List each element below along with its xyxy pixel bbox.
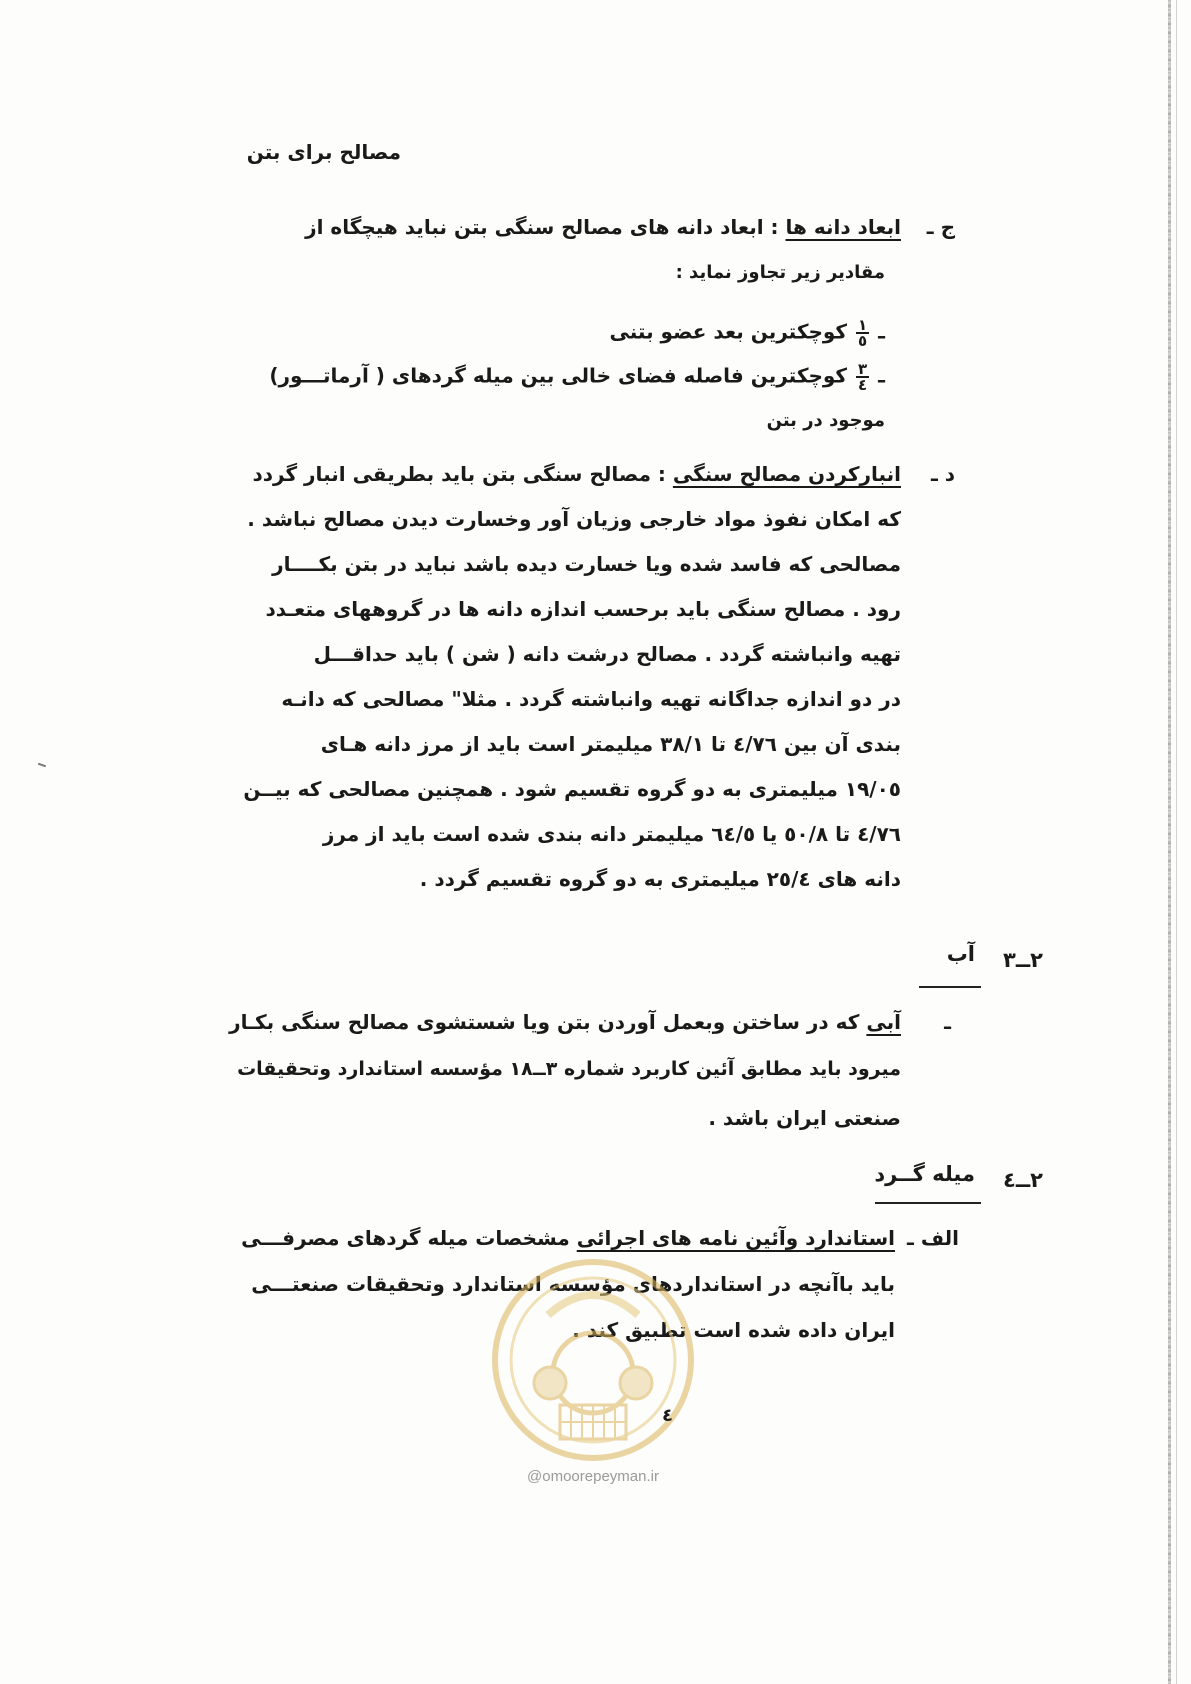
section-j-line1-text: : ابعاد دانه های مصالح سنگی بتن نباید هیچگاه از <box>305 215 779 239</box>
scan-edge-line <box>1176 0 1177 1684</box>
section-j-item2-text: کوچکترین فاصله فضای خالی بین میله گردهای ( آرماتـــور) <box>269 363 848 388</box>
section-4-2-line1-text: مشخصات میله گردهای مصرفـــی <box>241 1226 570 1250</box>
section-d-line1 <box>252 462 901 486</box>
section-3-2-line1 <box>229 1010 901 1034</box>
section-4-2-line1 <box>241 1226 895 1250</box>
list-dash: ـ <box>878 319 885 344</box>
section-j-marker: ج ـ <box>926 215 955 239</box>
section-j-heading: ابعاد دانه ها <box>785 215 901 239</box>
paragraph-line: ١٩/٠٥ میلیمتری به دو گروه تقسیم شود . همچنین مصالحی که بیــن <box>243 777 901 801</box>
section-3-2-emph: آبی <box>866 1010 901 1034</box>
fraction-one-fifth: $\frac{١}{٥}$ <box>858 316 868 350</box>
section-j-line2: مقادیر زیر تجاوز نماید : <box>675 262 885 283</box>
section-3-2-line3: صنعتی ایران باشد . <box>708 1106 901 1130</box>
section-j-item1-text: کوچکترین بعد عضو بتنی <box>609 319 848 344</box>
paragraph-line: بندی آن بین ٤/٧٦ تا ٣٨/١ میلیمتر است باید از مرز دانه هـای <box>320 732 901 756</box>
paragraph-line: مصالحی که فاسد شده ویا خسارت دیده باشد نباید در بتن بکــــار <box>272 552 901 576</box>
section-3-2-number: ٢ــ٣ <box>1002 948 1043 972</box>
paragraph-line: دانه های ٢٥/٤ میلیمتری به دو گروه تقسیم گردد . <box>419 867 901 891</box>
paragraph-line: در دو اندازه جداگانه تهیه وانباشته گردد . مثلا" مصالحی که دانـه <box>281 687 901 711</box>
list-dash: ـ <box>878 363 885 388</box>
section-4-2-title: میله گــرد <box>874 1162 975 1186</box>
paragraph-line: تهیه وانباشته گردد . مصالح درشت دانه ( شن ) باید حداقـــل <box>313 642 901 666</box>
section-3-2-dash: ـ <box>944 1010 951 1034</box>
section-j-item1 <box>610 318 886 348</box>
scan-edge-border <box>1168 0 1171 1684</box>
section-title-underline <box>875 1202 981 1204</box>
paragraph-line: رود . مصالح سنگی باید برحسب اندازه دانه ها در گروههای متعـدد <box>265 597 901 621</box>
paragraph-line: ٤/٧٦ تا ٥٠/٨ یا ٦٤/٥ میلیمتر دانه بندی شده است باید از مرز <box>322 822 901 846</box>
section-d-marker: د ـ <box>930 462 955 486</box>
section-3-2-line2: میرود باید مطابق آئین کاربرد شماره ٣ــ١٨ مؤسسه استاندارد وتحقیقات <box>237 1058 901 1080</box>
page-header-title: مصالح برای بتن <box>246 140 401 164</box>
section-4-2-line2: باید باآنچه در استانداردهای مؤسسه استاندارد وتحقیقات صنعتـــی <box>251 1272 895 1296</box>
section-j-item2-cont: موجود در بتن <box>766 410 885 431</box>
paragraph-line: که امکان نفوذ مواد خارجی وزیان آور وخسارت دیدن مصالح نباشد . <box>247 507 901 531</box>
section-3-2-title: آب <box>946 942 975 966</box>
section-j-item2 <box>269 362 885 392</box>
fraction-three-quarters: $\frac{٣}{٤}$ <box>858 360 868 394</box>
watermark-url: @omoorepeyman.ir <box>527 1468 659 1485</box>
section-3-2-line1-text: که در ساختن وبعمل آوردن بتن ویا شستشوی مصالح سنگی بکـار <box>229 1010 860 1034</box>
section-j-line1 <box>305 215 901 239</box>
section-4-2-heading: استاندارد وآئین نامه های اجرائی <box>576 1226 895 1250</box>
section-4-2-number: ٢ــ٤ <box>1002 1168 1043 1192</box>
scan-mark <box>38 763 46 768</box>
section-title-underline <box>919 986 981 988</box>
section-d-heading: انبارکردن مصالح سنگی <box>672 462 901 486</box>
section-4-2-line3: ایران داده شده است تطبیق کند . <box>572 1318 895 1342</box>
section-d-line1-text: : مصالح سنگی بتن باید بطریقی انبار گردد <box>252 462 666 486</box>
section-4-2-marker: الف ـ <box>907 1226 959 1250</box>
page-number: ٤ <box>662 1405 673 1426</box>
